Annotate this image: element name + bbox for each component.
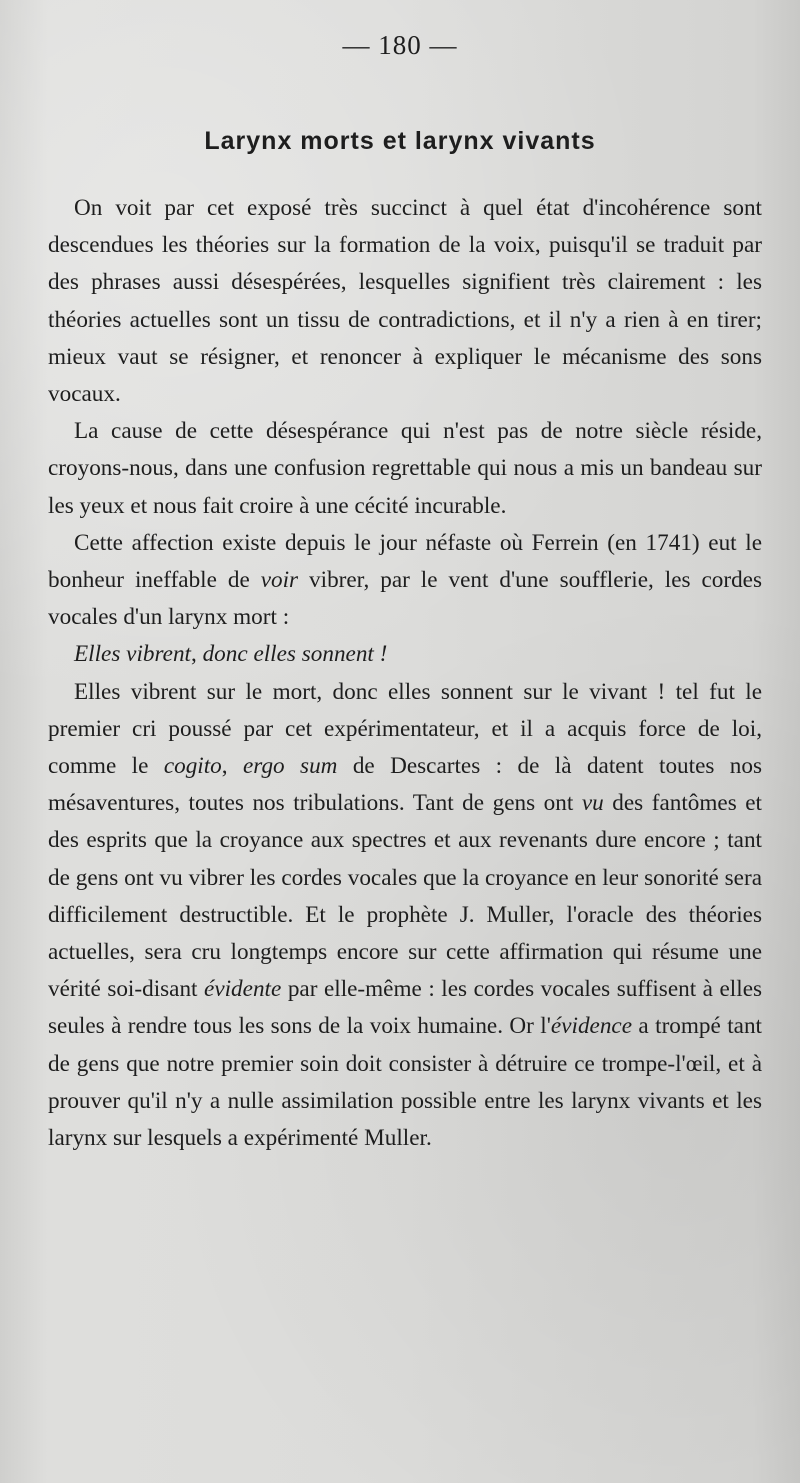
paragraph-4-emphasis-1: Elles vibrent	[74, 641, 191, 668]
paragraph-3-part-1: Cette affection existe depuis le jour néfaste où Ferrein (en 1741) eut le bonheur ineffable de	[48, 529, 762, 594]
paragraph-5-part-1: Elles vibrent sur le mort, donc elles sonnent sur le vivant ! tel fut le premier cri poussé par cet expérimentateur, et il a acquis force de loi, comme le	[48, 678, 762, 780]
paragraph-3-emphasis-1: voir	[260, 567, 299, 594]
page-number: — 180 —	[342, 30, 458, 60]
paragraph-3	[48, 525, 762, 637]
paragraph-5-part-6: a trompé tant de gens que notre premier soin doit consister à détruire ce trompe-l'œil, et à prouver qu'il n'y a nulle assimilation possible entre les larynx vivants et les larynx sur lesquels a expérimenté Muller.	[48, 1013, 762, 1152]
paragraph-5-part-3: de Descartes : de là datent toutes nos mésaventures, toutes nos tribulations. Tant de gens ont	[48, 753, 763, 817]
paragraph-5-part-5: par elle-même : les cordes vocales suffisent à elles seules à rendre tous les sons de la voix humaine. Or l'	[48, 976, 763, 1040]
paragraph-1-text: On voit par cet exposé très succinct à quel état d'incohérence sont descendues les théories sur la formation de la voix, puisqu'il se traduit par des phrases aussi désespérées, lesquelles signifient très clairement : les théories actuelles sont un tissu de contradictions, et il n'y a rien à en tirer; mieux vaut se résigner, et renoncer à expliquer le mécanisme des sons vocaux.	[48, 195, 762, 408]
paragraph-5-emphasis-2: ergo sum	[243, 753, 338, 780]
body-text	[48, 190, 762, 1157]
paragraph-5-part-2: ,	[221, 753, 243, 780]
paragraph-4-quote	[48, 636, 762, 673]
paragraph-4-emphasis-2: donc elles sonnent !	[202, 641, 388, 668]
paragraph-2-text: La cause de cette désespérance qui n'est pas de notre siècle réside, croyons-nous, dans une confusion regrettable qui nous a mis un bandeau sur les yeux et nous fait croire à une cécité incurable.	[48, 418, 762, 519]
chapter-title: Larynx morts et larynx vivants	[204, 127, 596, 155]
paragraph-1	[48, 190, 762, 413]
paragraph-5-emphasis-4: évidente	[204, 976, 282, 1003]
paragraph-5-part-4: des fantômes et des esprits que la croyance aux spectres et aux revenants dure encore ; tant de gens ont vu vibrer les cordes vocales que la croyance en leur sonorité sera difficilement destructible. Et le prophète J. Muller, l'oracle des théories actuelles, sera cru longtemps encore sur cette affirmation qui résume une vérité soi-disant	[48, 790, 763, 1003]
paragraph-5-emphasis-5: évidence	[550, 1013, 633, 1040]
paragraph-3-part-2: vibrer, par le vent d'une soufflerie, les cordes vocales d'un larynx mort :	[48, 567, 762, 631]
paragraph-5-emphasis-3: vu	[581, 790, 604, 817]
paragraph-5	[48, 674, 762, 1158]
paragraph-2	[48, 413, 762, 525]
paragraph-4-part-1: ,	[190, 641, 203, 668]
paragraph-5-emphasis-1: cogito	[163, 753, 222, 780]
